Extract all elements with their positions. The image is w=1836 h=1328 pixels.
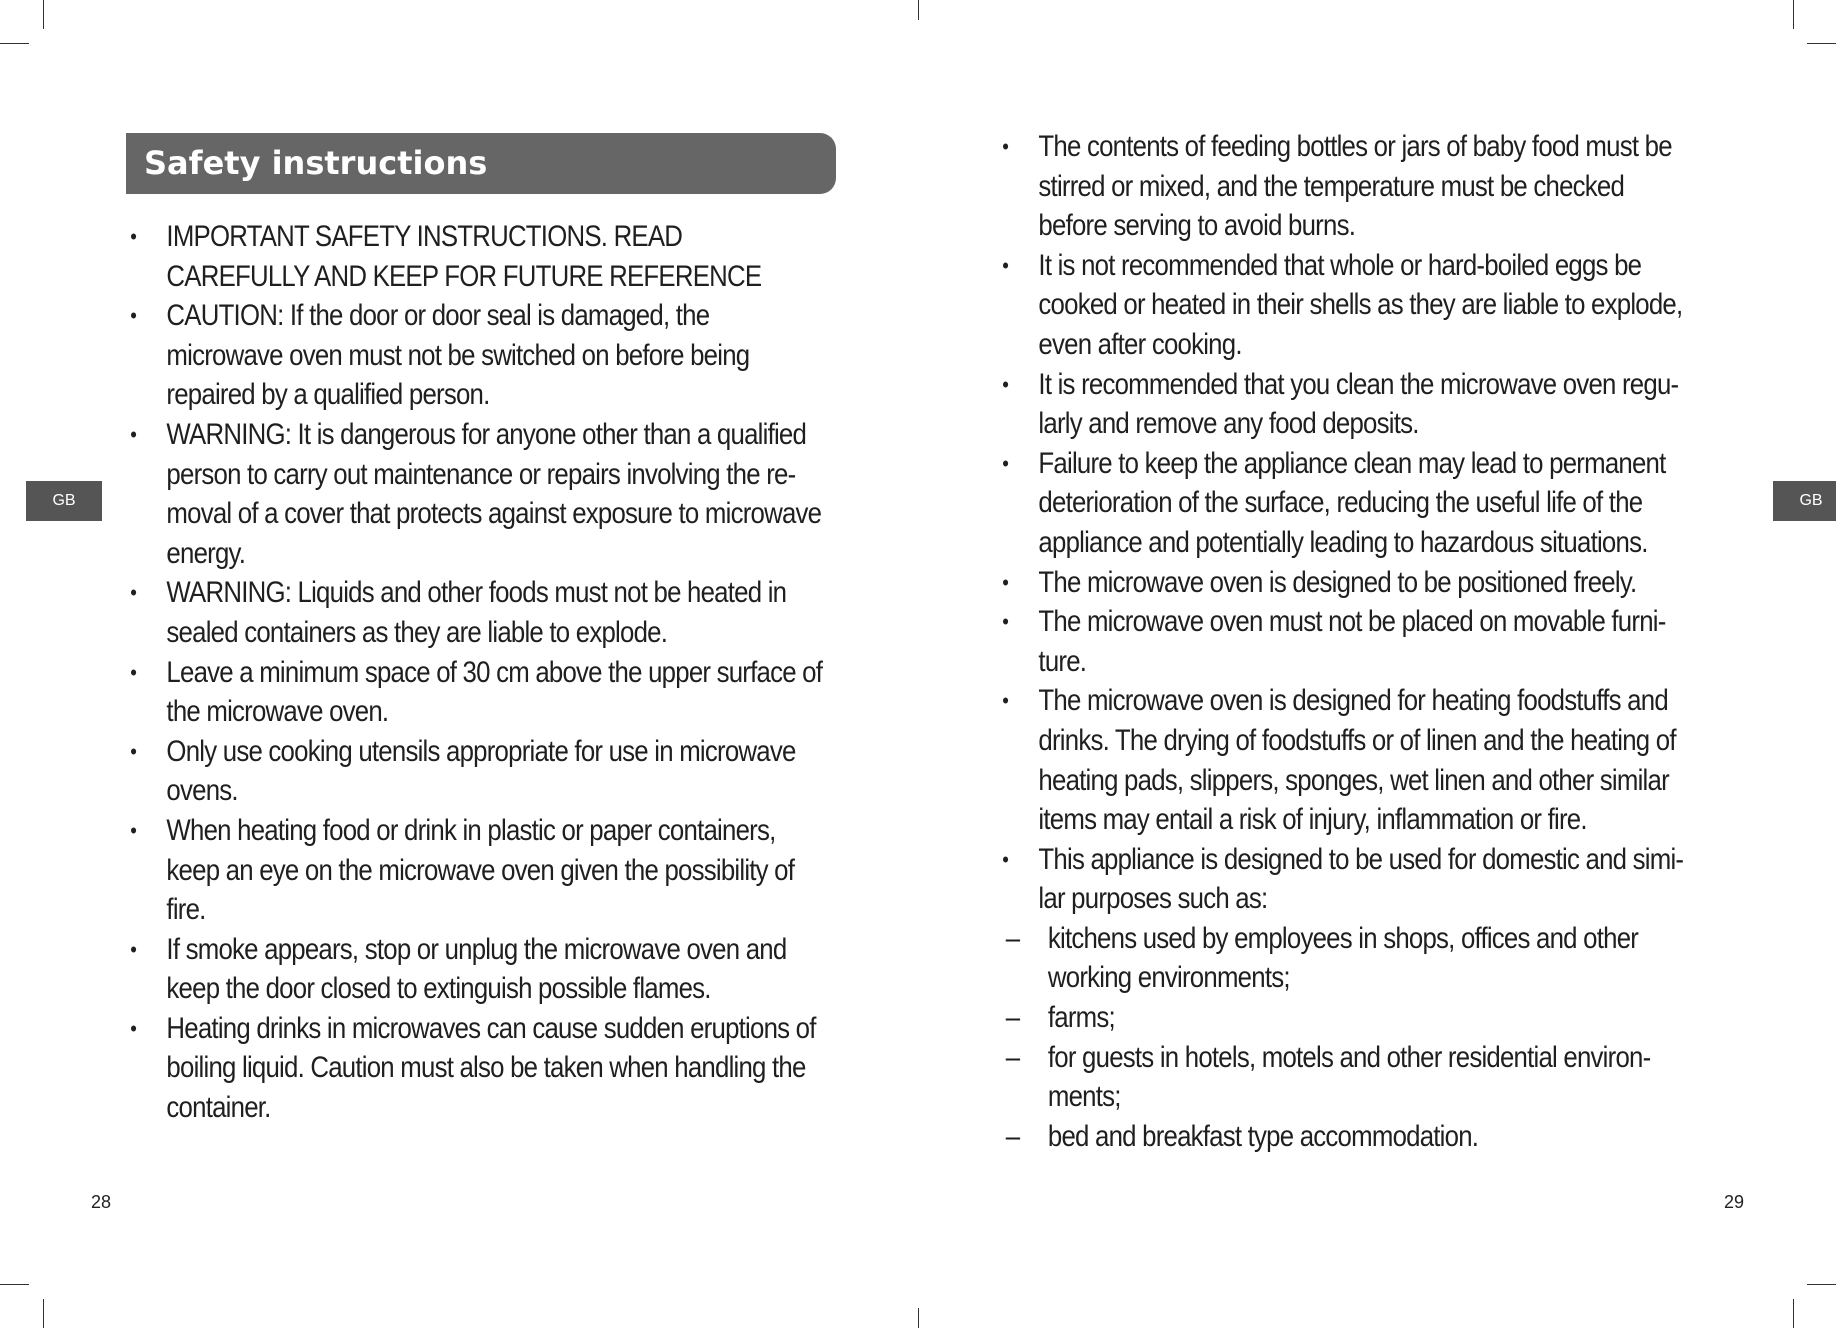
list-item: • When heating food or drink in plastic or paper containers, keep an eye on the microwave oven given the possibility of fire.	[126, 811, 827, 930]
list-item: • IMPORTANT SAFETY INSTRUCTIONS. READ CAREFULLY AND KEEP FOR FUTURE REFERENCE	[126, 217, 827, 296]
left-bullet-list	[126, 217, 827, 1128]
page-number: 28	[91, 1192, 112, 1212]
language-tab: GB	[26, 481, 102, 521]
list-item: • Heating drinks in microwaves can cause sudden eruptions of boiling liquid. Caution must also be taken when handling the container.	[126, 1009, 827, 1128]
list-item: • Failure to keep the appliance clean may lead to permanent deterioration of the surface, reducing the useful life of the appliance and potentially leading to hazardous situations.	[998, 444, 1699, 563]
sub-list-item: – bed and breakfast type accommodation.	[998, 1117, 1699, 1157]
sub-list-item: – for guests in hotels, motels and other residential environ-ments;	[998, 1038, 1699, 1117]
language-tab: GB	[1773, 481, 1836, 521]
list-item: • The contents of feeding bottles or jars of baby food must be stirred or mixed, and the temperature must be checked before serving to avoid burns.	[998, 127, 1699, 246]
list-item: • WARNING: It is dangerous for anyone other than a qualified person to carry out maintenance or repairs involving the re-moval of a cover that protects against exposure to microwave energy.	[126, 415, 827, 573]
list-item: • The microwave oven is designed for heating foodstuffs and drinks. The drying of foodstuffs or of linen and the heating of heating pads, slippers, sponges, wet linen and other similar items may entail a risk of injury, inflammation or fire.	[998, 681, 1699, 839]
section-header: Safety instructions	[126, 133, 836, 194]
sub-list-item: – kitchens used by employees in shops, offices and other working environments;	[998, 919, 1699, 998]
list-item: • It is not recommended that whole or hard-boiled eggs be cooked or heated in their shells as they are liable to explode, even after cooking.	[998, 246, 1699, 365]
list-item: • The microwave oven must not be placed on movable furni-ture.	[998, 602, 1699, 681]
page-number: 29	[1724, 1192, 1745, 1212]
list-item: • CAUTION: If the door or door seal is damaged, the microwave oven must not be switched on before being repaired by a qualified person.	[126, 296, 827, 415]
sub-list-item: – farms;	[998, 998, 1699, 1038]
right-bullet-list	[998, 127, 1699, 1156]
list-item: • If smoke appears, stop or unplug the microwave oven and keep the door closed to extinguish possible flames.	[126, 930, 827, 1009]
right-page	[918, 0, 1836, 1328]
list-item: • It is recommended that you clean the microwave oven regu-larly and remove any food deposits.	[998, 365, 1699, 444]
list-item: • This appliance is designed to be used for domestic and simi-lar purposes such as:	[998, 840, 1699, 919]
list-item: • The microwave oven is designed to be positioned freely.	[998, 563, 1699, 603]
list-item: • Only use cooking utensils appropriate for use in microwave ovens.	[126, 732, 827, 811]
list-item: • WARNING: Liquids and other foods must not be heated in sealed containers as they are liable to explode.	[126, 573, 827, 652]
list-item: • Leave a minimum space of 30 cm above the upper surface of the microwave oven.	[126, 653, 827, 732]
